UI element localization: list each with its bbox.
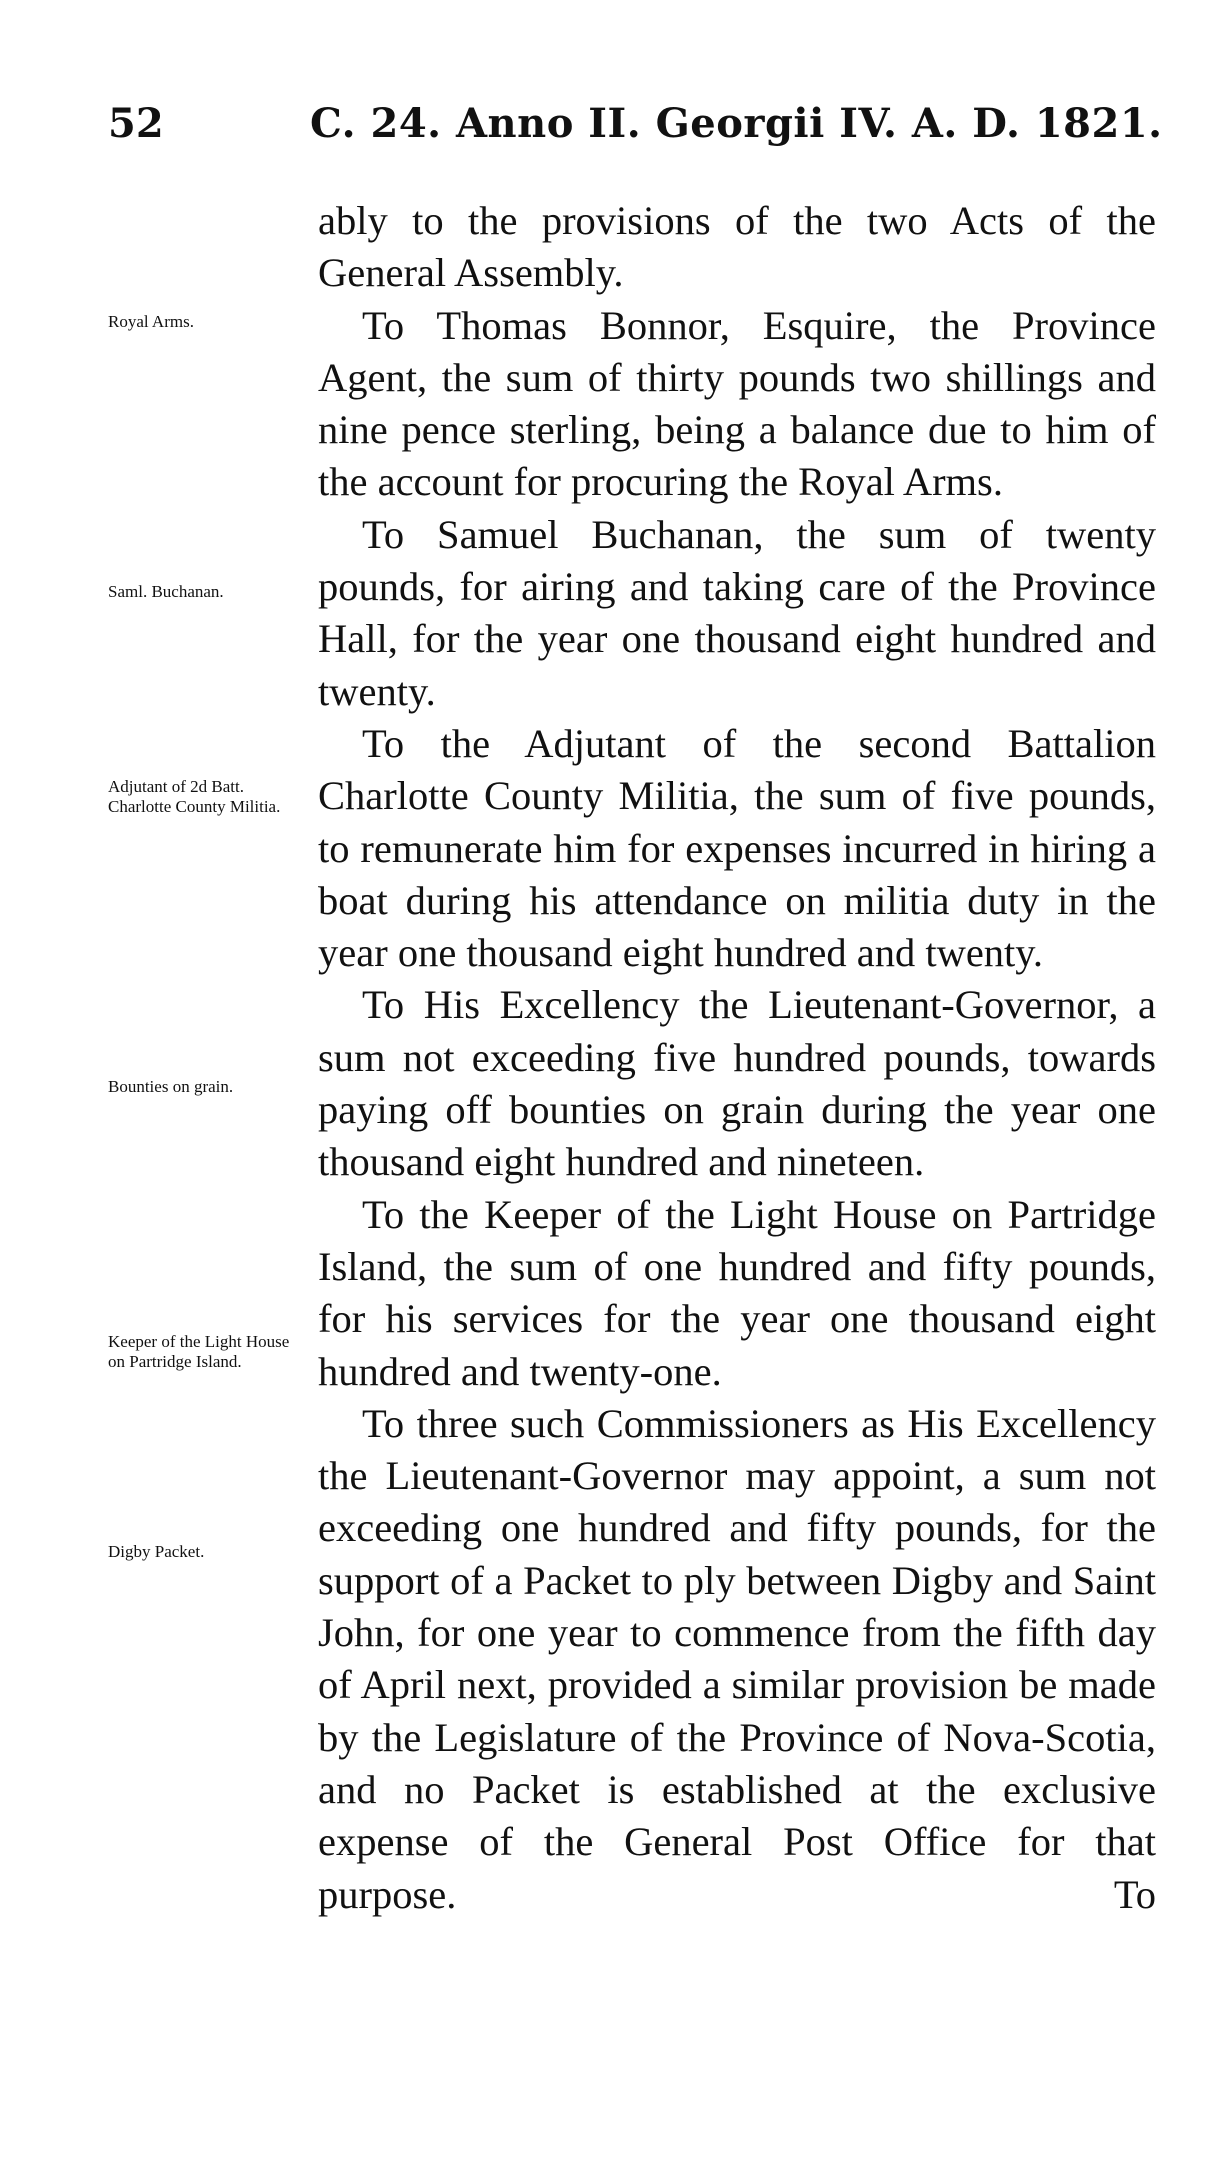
sidenote-saml-buchanan: Saml. Buchanan. xyxy=(108,582,224,601)
sidenote-digby-packet: Digby Packet. xyxy=(108,1542,205,1561)
body-text xyxy=(318,195,1156,1921)
paragraph-digby-packet: To three such Commissioners as His Excellency the Lieutenant-Governor may appoint, a sum not exceeding one hundred and fifty pounds, for the support of a Packet to ply between Digby and Saint John, for one year to commence from the fifth day of April next, provided a similar provision be made by the Legislature of the Province of Nova-Scotia, and no Packet is established at the exclusive expense of the General Post Office for that purpose. xyxy=(318,1400,1156,1917)
sidenote-light-house-keeper: Keeper of the Light House on Partridge Island. xyxy=(108,1332,290,1371)
running-head: C. 24. Anno II. Georgii IV. A. D. 1821. xyxy=(310,100,1163,147)
catchword: To xyxy=(1113,1871,1156,1917)
page-number: 52 xyxy=(108,100,164,147)
paragraph-royal-arms: To Thomas Bonnor, Esquire, the Province Agent, the sum of thirty pounds two shillings and nine pence sterling, being a balance due to him of the account for procuring the Royal Arms. xyxy=(318,302,1156,505)
page-header xyxy=(108,100,1168,160)
sidenote-adjutant: Adjutant of 2d Batt. Charlotte County Militia. xyxy=(108,777,281,816)
sidenote-royal-arms: Royal Arms. xyxy=(108,312,194,331)
paragraph-samuel-buchanan: To Samuel Buchanan, the sum of twenty pounds, for airing and taking care of the Province Hall, for the year one thousand eight hundred and twenty. xyxy=(318,511,1156,714)
sidenote-bounties-on-grain: Bounties on grain. xyxy=(108,1077,234,1096)
paragraph-adjutant: To the Adjutant of the second Battalion Charlotte County Militia, the sum of five pounds, to remunerate him for expenses incurred in hiring a boat during his attendance on militia duty in the year one thousand eight hundred and twenty. xyxy=(318,720,1156,976)
paragraph-light-house-keeper: To the Keeper of the Light House on Partridge Island, the sum of one hundred and fifty pounds, for his services for the year one thousand eight hundred and twenty-one. xyxy=(318,1191,1156,1394)
paragraph-continuation: ably to the provisions of the two Acts of the General Assembly. xyxy=(318,198,1156,296)
paragraph-bounties-on-grain: To His Excellency the Lieutenant-Governor, a sum not exceeding five hundred pounds, towards paying off bounties on grain during the year one thousand eight hundred and nineteen. xyxy=(318,982,1156,1185)
